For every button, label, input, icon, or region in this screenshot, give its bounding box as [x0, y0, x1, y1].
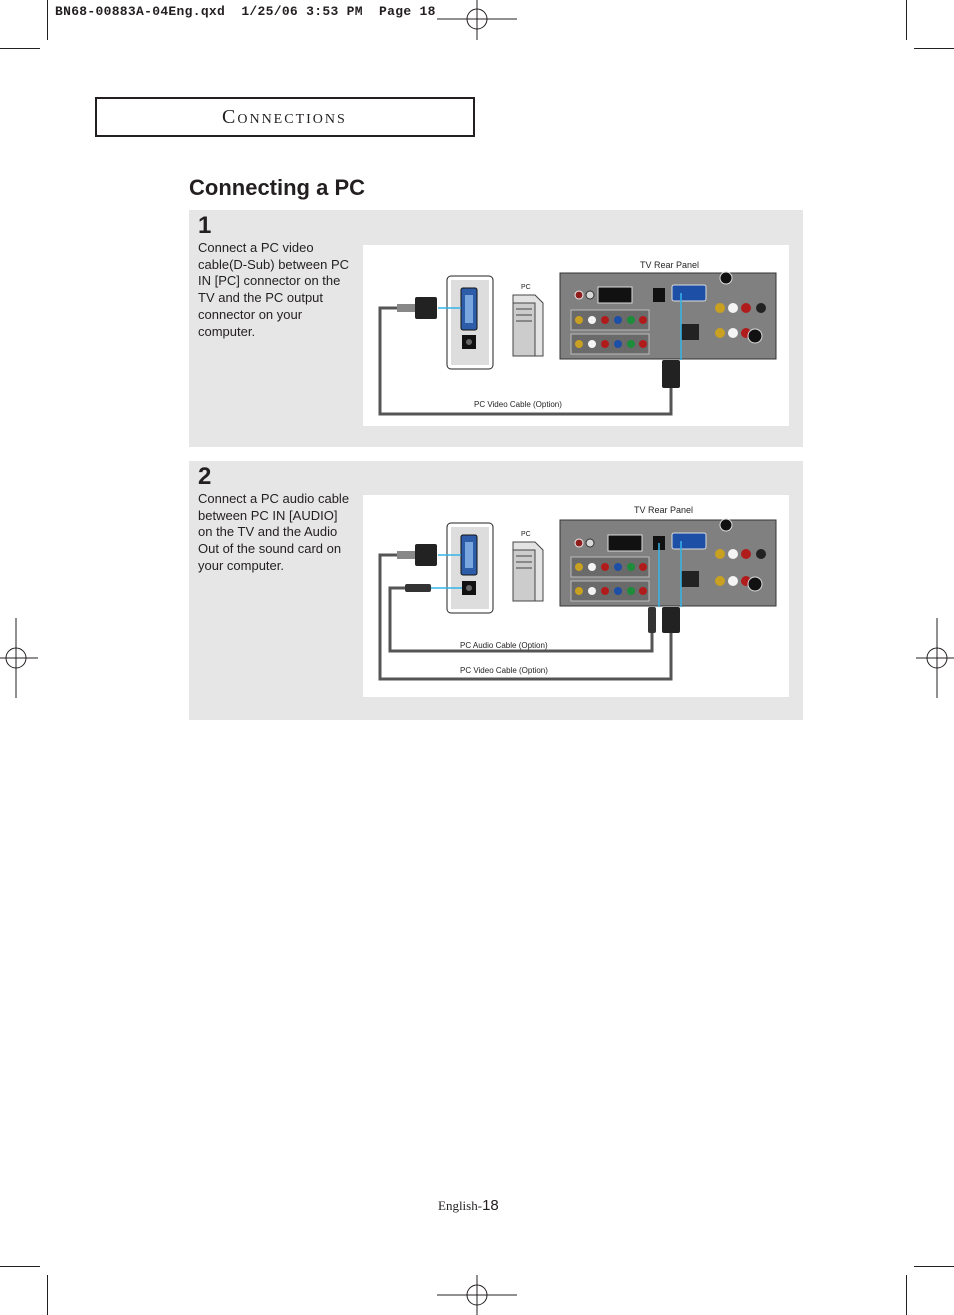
vga-plug-icon: [662, 607, 680, 633]
registration-mark-bottom: [437, 1275, 517, 1315]
step-2: [189, 461, 803, 720]
step-1: [189, 210, 803, 447]
pc-label: PC: [521, 531, 531, 538]
page-title: Connecting a PC: [189, 175, 366, 200]
tv-pc-in-port: [672, 533, 706, 549]
tv-pc-in-port: [672, 285, 706, 301]
tv-rear-panel-graphic: [560, 519, 776, 606]
page-footer: [438, 1197, 499, 1214]
step-number: 1: [198, 212, 212, 239]
vga-plug-icon: [415, 297, 437, 319]
tv-rear-panel-graphic: [560, 272, 776, 359]
vga-plug-icon: [415, 544, 437, 566]
step-instruction: Connect a PC audio cable between PC IN [AUDIO] on the TV and the Audio Out of the sound card on your computer.: [198, 491, 350, 573]
registration-mark-top: [437, 0, 517, 40]
audio-plug-icon: [405, 584, 431, 592]
connection-diagram: [363, 495, 789, 697]
connection-diagram: [363, 245, 789, 426]
tv-audio-in-port: [653, 288, 665, 302]
pc-tower-icon: [513, 542, 543, 601]
section-title: CONNECTIONS: [222, 106, 347, 128]
video-cable-label: PC Video Cable (Option): [474, 400, 562, 409]
step-number: 2: [198, 463, 212, 490]
video-cable-label: PC Video Cable (Option): [460, 666, 548, 675]
footer-language: English-: [438, 1198, 483, 1213]
diagram-graphic: [363, 245, 789, 426]
audio-cable-label: PC Audio Cable (Option): [460, 641, 548, 650]
registration-mark-right: [916, 618, 954, 698]
diagram-graphic: [363, 495, 789, 697]
step-instruction: Connect a PC video cable(D-Sub) between PC IN [PC] connector on the TV and the PC output connector on your computer.: [198, 240, 350, 339]
tv-rear-panel-label: TV Rear Panel: [634, 505, 694, 515]
audio-plug-icon: [648, 607, 656, 633]
tv-rear-panel-label: TV Rear Panel: [640, 260, 700, 270]
registration-mark-left: [0, 618, 38, 698]
section-header: [95, 97, 475, 137]
pc-tower-icon: [513, 295, 543, 356]
pc-label: PC: [521, 284, 531, 291]
page-number: 18: [482, 1197, 499, 1214]
vga-plug-icon: [662, 360, 680, 388]
print-slug-line: BN68-00883A-04Eng.qxd 1/25/06 3:53 PM Page 18: [55, 4, 436, 19]
